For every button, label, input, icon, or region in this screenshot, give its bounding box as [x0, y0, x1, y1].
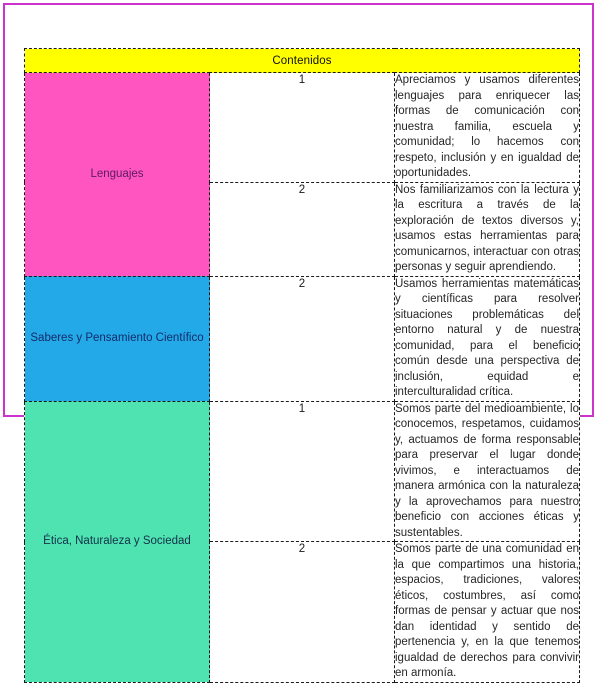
item-paragraph: Somos parte de una comunidad en la que compartimos una historia, espacios, tradiciones, valores éticos, costumbres, así como formas de pensar y actuar que nos dan identidad y sentido de pertenencia y, en la que tenemos igualdad de derechos para convivir en armonía. [395, 543, 579, 679]
contenidos-table [24, 48, 580, 683]
item-text [395, 182, 580, 276]
contenidos-table-container [24, 48, 580, 679]
item-number: 1 [210, 401, 395, 542]
item-paragraph: Nos familiarizamos con la lectura y la escritura a través de la exploración de textos diversos y, usamos estas herramientas para comunicarnos, interactuar con otras personas y seguir aprendiendo. [395, 183, 579, 273]
item-text [395, 401, 580, 542]
campo-label-saberes-pensamiento-cientifico: Saberes y Pensamiento Científico [25, 276, 210, 401]
campo-label-lenguajes: Lenguajes [25, 73, 210, 277]
table-row [25, 276, 580, 401]
item-number: 2 [210, 542, 395, 683]
item-text [395, 276, 580, 401]
table-header-contenidos: Contenidos [25, 49, 580, 73]
item-number: 1 [210, 73, 395, 183]
table-row [25, 401, 580, 542]
item-paragraph: Apreciamos y usamos diferentes lenguajes para enriquecer las formas de comunicación con nuestra familia, escuela y comunidad; lo hacemos con respeto, inclusión y en igualdad de oportunidades. [395, 74, 579, 179]
item-text [395, 73, 580, 183]
item-paragraph: Usamos herramientas matemáticas y científicas para resolver situaciones problemáticas del entorno natural y de nuestra comunidad, para el beneficio común desde una perspectiva de inclusión, equidad e interculturalidad crítica. [395, 277, 579, 398]
table-header-row [25, 49, 580, 73]
page-frame [3, 3, 594, 679]
table-row [25, 73, 580, 183]
item-number: 2 [210, 182, 395, 276]
item-paragraph: Somos parte del medioambiente, lo conocemos, respetamos, cuidamos y, actuamos de forma responsable para preservar el lugar donde vivimos, e interactuamos de manera armónica con la naturaleza y la aprovechamos para nuestro beneficio con acciones éticas y sustentables. [395, 402, 579, 539]
campo-label-etica-naturaleza-sociedad: Ética, Naturaleza y Sociedad [25, 401, 210, 682]
item-number: 2 [210, 276, 395, 401]
item-text [395, 542, 580, 683]
